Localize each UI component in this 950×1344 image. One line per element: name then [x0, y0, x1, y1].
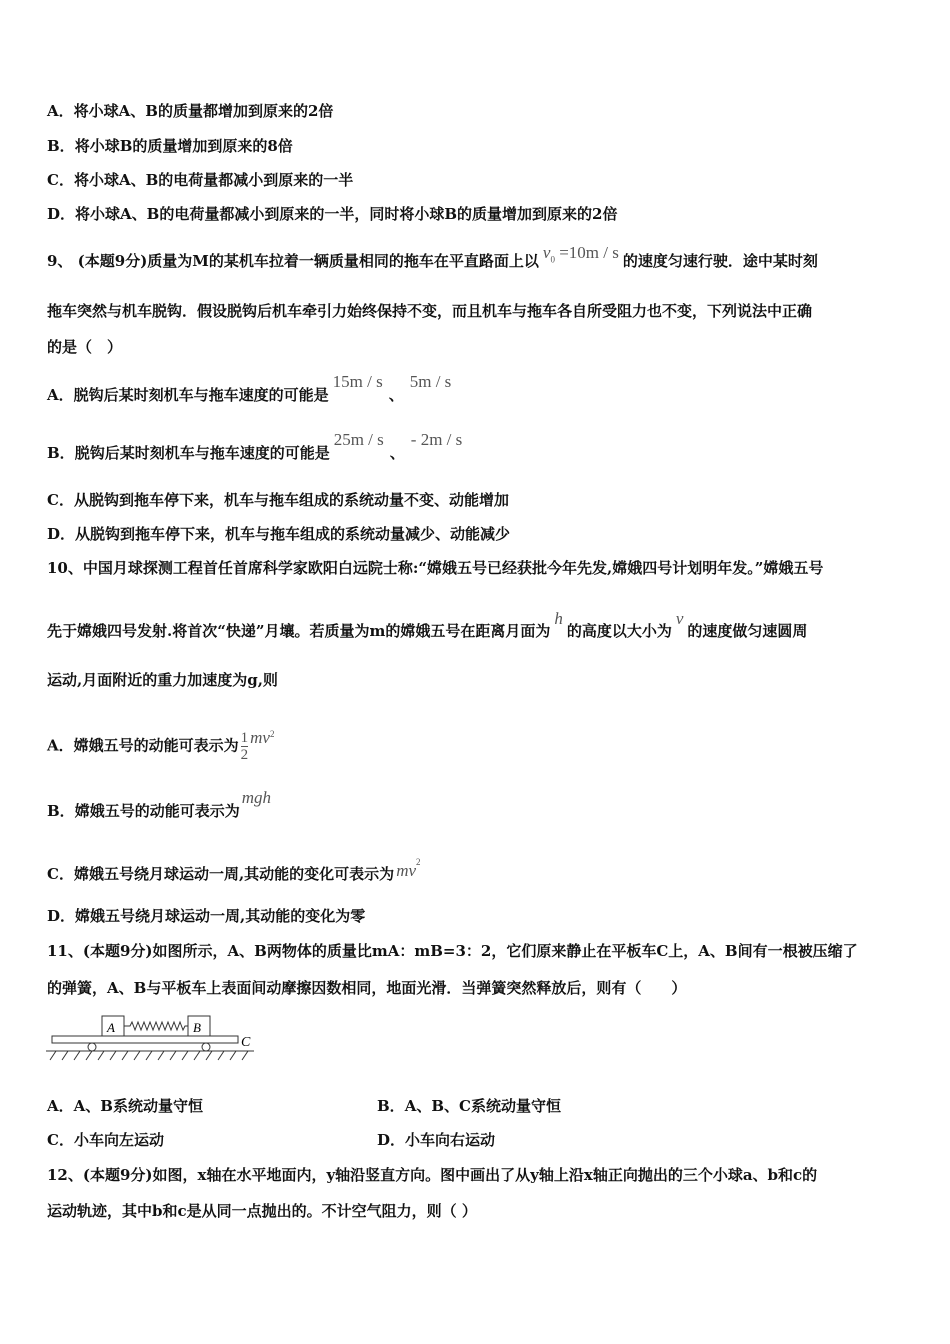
option-text: 小车向左运动	[73, 1131, 164, 1149]
q10-stem-line2	[47, 609, 808, 641]
q8-option-d	[47, 204, 617, 224]
v0-value: =10m / s	[559, 243, 619, 262]
option-text: A、B、C系统动量守恒	[404, 1097, 561, 1115]
q9-option-c	[47, 490, 509, 510]
cart-c	[52, 1036, 238, 1043]
option-text: 将小球A、B的电荷量都减小到原来的一半，同时将小球B的质量增加到原来的2倍	[75, 205, 618, 223]
option-label: C．	[47, 865, 74, 883]
q9-stem-line3: 的是（ ）	[47, 338, 123, 356]
fraction	[241, 730, 249, 763]
text: 的高度以大小为	[566, 622, 672, 640]
option-text: 将小球B的质量增加到原来的8倍	[74, 137, 293, 155]
expression: mv	[396, 861, 417, 880]
q11-option-c	[47, 1130, 164, 1150]
option-text: 嫦娥五号绕月球运动一周,其动能的变化可表示为	[73, 865, 395, 883]
text: 的速度匀速行驶．途中某时刻	[622, 252, 818, 270]
option-label: A．	[47, 386, 74, 404]
option-text: 嫦娥五号的动能可表示为	[73, 736, 239, 755]
option-label: D．	[47, 525, 76, 543]
text: 9、 (本题9分)质量为M的某机车拉着一辆质量相同的拖车在平直路面上以	[47, 252, 539, 270]
q9-option-d	[47, 524, 510, 544]
v0-symbol: v	[542, 243, 551, 262]
option-text: 将小球A、B的电荷量都减小到原来的一半	[73, 171, 354, 189]
q9-stem-line2: 拖车突然与机车脱钩．假设脱钩后机车牵引力始终保持不变，而且机车与拖车各自所受阻力也不变，下列说法中正确	[47, 302, 813, 320]
option-text: 嫦娥五号的动能可表示为	[74, 802, 240, 820]
q8-option-a	[47, 101, 333, 121]
option-label: C．	[47, 1131, 74, 1149]
q12-stem-line1: 12、(本题9分)如图，x轴在水平地面内，y轴沿竖直方向。图中画出了从y轴上沿x轴正向抛出的三个小球a、b和c的	[47, 1166, 818, 1184]
wheel	[88, 1043, 96, 1051]
option-text: 脱钩后某时刻机车与拖车速度的可能是	[74, 444, 330, 462]
q8-option-b	[47, 136, 293, 156]
label-c: C	[241, 1035, 251, 1050]
separator: 、	[388, 386, 404, 404]
speed-1: 15m / s	[332, 372, 383, 391]
option-label: C．	[47, 491, 74, 509]
v-symbol: v	[675, 609, 684, 628]
q8-option-c	[47, 170, 353, 190]
speed-1: 25m / s	[333, 430, 384, 449]
option-text: 脱钩后某时刻机车与拖车速度的可能是	[73, 386, 329, 404]
q9-option-a	[47, 372, 452, 405]
numerator: 1	[240, 730, 249, 746]
option-label: B．	[377, 1097, 405, 1115]
q11-option-d	[377, 1130, 495, 1150]
option-label: B．	[47, 444, 75, 462]
q9-stem-line1	[47, 243, 818, 277]
option-text: 嫦娥五号绕月球运动一周,其动能的变化为零	[75, 907, 366, 925]
option-label: D．	[47, 907, 76, 925]
spring-cart-figure	[44, 1008, 264, 1066]
option-label: D．	[47, 205, 76, 223]
exponent: 2	[416, 857, 421, 867]
expression: mv	[250, 727, 270, 747]
label-a: A	[107, 1020, 115, 1035]
speed-2: 5m / s	[409, 372, 452, 391]
v0-formula	[542, 243, 619, 265]
exponent: 2	[269, 728, 275, 739]
ground-hatch	[50, 1051, 248, 1060]
denominator: 2	[240, 747, 249, 763]
q10-option-b	[47, 788, 271, 821]
option-label: A．	[47, 102, 74, 120]
q11-stem-line2: 的弹簧，A、B与平板车上表面间动摩擦因数相同，地面光滑．当弹簧突然释放后，则有（ ）	[47, 979, 687, 997]
speed-2: - 2m / s	[410, 430, 463, 449]
q10-option-d	[47, 906, 365, 926]
q9-option-b	[47, 430, 463, 463]
q10-stem-line1: 10、中国月球探测工程首任首席科学家欧阳白远院士称:“嫦娥五号已经获批今年先发,嫦娥四号计划明年发。”嫦娥五号	[47, 559, 824, 577]
option-text: 从脱钩到拖车停下来，机车与拖车组成的系统动量减少、动能减少	[75, 525, 511, 543]
v0-subscript: 0	[550, 254, 555, 265]
option-label: B．	[47, 802, 75, 820]
text: 先于嫦娥四号发射.将首次“快递”月壤。若质量为m的嫦娥五号在距离月面为	[47, 622, 551, 640]
h-symbol: h	[554, 609, 563, 628]
option-text: A、B系统动量守恒	[73, 1097, 203, 1115]
option-text: 从脱钩到拖车停下来，机车与拖车组成的系统动量不变、动能增加	[73, 491, 509, 509]
q11-stem-line1: 11、(本题9分)如图所示，A、B两物体的质量比mA：mB=3：2，它们原来静止在平板车C上，A、B间有一根被压缩了	[47, 942, 858, 960]
option-label: B．	[47, 137, 75, 155]
option-label: D．	[377, 1131, 406, 1149]
spring	[124, 1022, 188, 1030]
q10-option-a	[47, 727, 275, 763]
wheel	[202, 1043, 210, 1051]
option-label: A．	[47, 1097, 74, 1115]
option-label: C．	[47, 171, 74, 189]
expression: mgh	[241, 788, 271, 807]
option-text: 小车向右运动	[405, 1131, 496, 1149]
q10-stem-line3: 运动,月面附近的重力加速度为g,则	[47, 671, 278, 689]
q11-option-b	[377, 1096, 561, 1116]
q12-stem-line2: 运动轨迹，其中b和c是从同一点抛出的。不计空气阻力，则（ ）	[47, 1202, 477, 1220]
text: 的速度做匀速圆周	[687, 622, 808, 640]
q11-option-a	[47, 1096, 203, 1116]
q10-option-c	[47, 857, 421, 884]
separator: 、	[389, 444, 405, 462]
label-b: B	[193, 1020, 201, 1035]
option-label: A．	[47, 736, 74, 755]
option-text: 将小球A、B的质量都增加到原来的2倍	[73, 102, 334, 120]
